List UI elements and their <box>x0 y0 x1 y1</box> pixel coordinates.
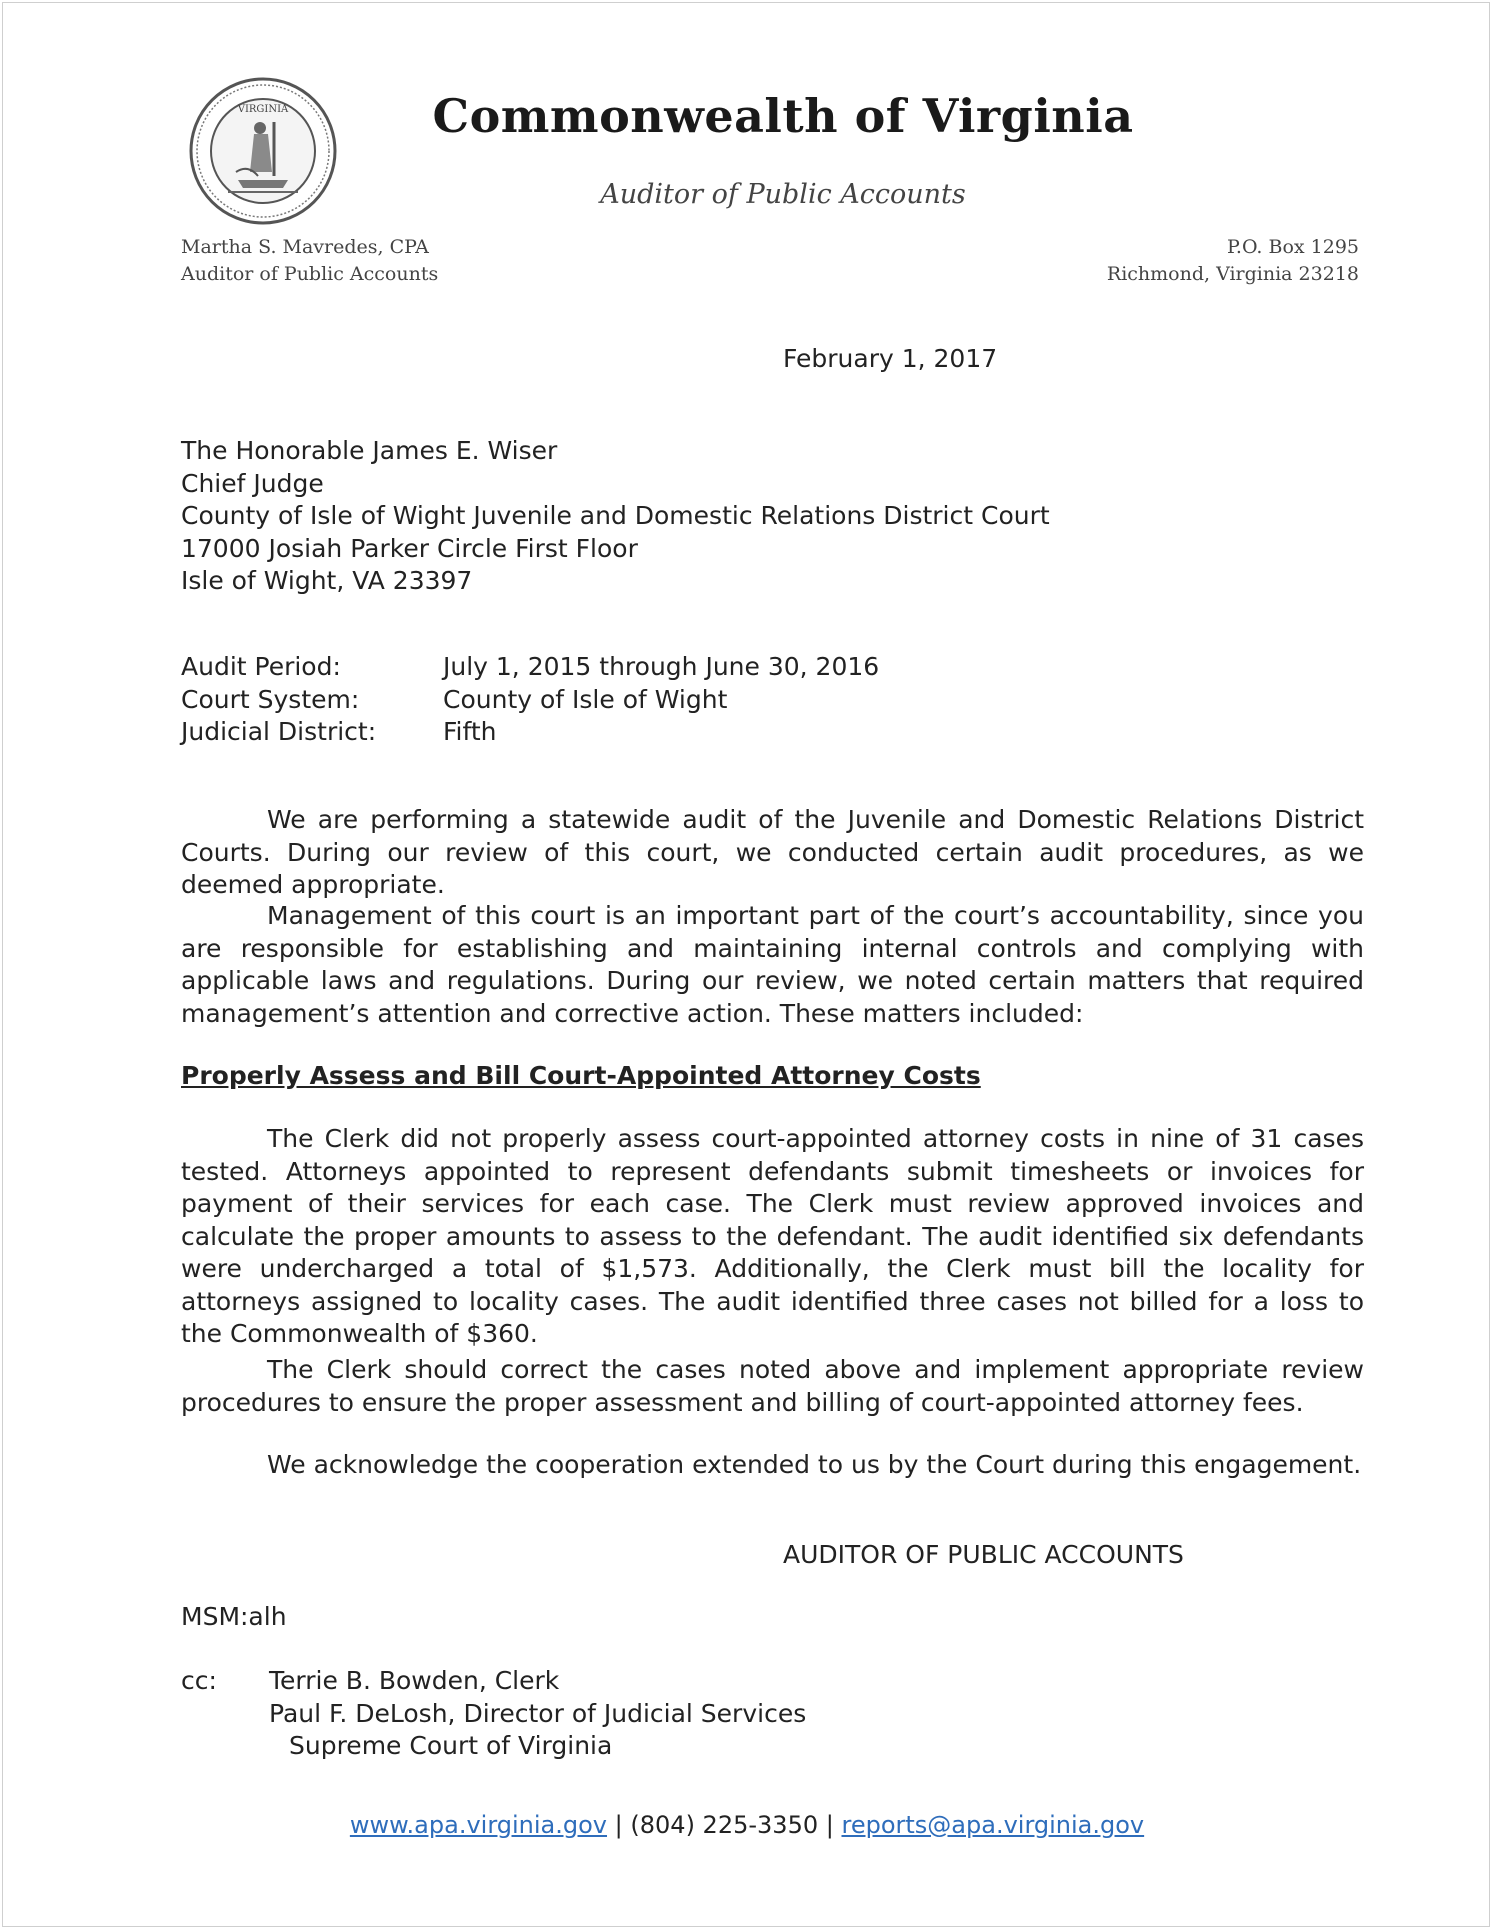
paragraph-recommendation: The Clerk should correct the cases noted above and implement appropriate review procedures to ensure the proper assessment and billing of court-appointed attorney fees. <box>181 1355 1364 1417</box>
cc-recipient: Paul F. DeLosh, Director of Judicial Services <box>269 1698 807 1728</box>
sender-name: Martha S. Mavredes, CPA <box>181 236 429 258</box>
recipient-line: Isle of Wight, VA 23397 <box>181 566 473 595</box>
cc-row <box>181 1698 806 1731</box>
audit-info-label: Judicial District: <box>181 717 377 746</box>
recipient-line: The Honorable James E. Wiser <box>181 436 558 465</box>
footer-separator: | <box>614 1811 623 1839</box>
virginia-seal-icon <box>188 76 338 226</box>
cc-row <box>181 1665 806 1698</box>
recipient-line: 17000 Josiah Parker Circle First Floor <box>181 533 638 563</box>
cc-label: cc: <box>181 1666 217 1695</box>
cc-recipient-sub: Supreme Court of Virginia <box>289 1731 613 1760</box>
paragraph-management: Management of this court is an important part of the court’s accountability, since you are responsible for establishing and maintaining internal controls and complying with applicable laws and regulations. During our review, we noted certain matters that required management’s attention and corrective action. These matters included: <box>181 901 1364 1028</box>
recipient-line: County of Isle of Wight Juvenile and Domestic Relations District Court <box>181 501 1050 530</box>
recipient-line: Chief Judge <box>181 468 324 498</box>
signature-line: AUDITOR OF PUBLIC ACCOUNTS <box>783 1540 1184 1569</box>
recipient-address <box>181 435 1364 598</box>
audit-info-label: Audit Period: <box>181 652 341 681</box>
phone-number: (804) 225-3350 <box>630 1811 819 1839</box>
initials: MSM:alh <box>181 1602 287 1631</box>
cc-recipient: Terrie B. Bowden, Clerk <box>269 1666 560 1695</box>
footer <box>3 1811 1491 1839</box>
audit-info-row <box>181 651 879 684</box>
audit-info-value: County of Isle of Wight <box>443 684 728 714</box>
paragraph-intro: We are performing a statewide audit of the Juvenile and Domestic Relations District Courts. During our review of this court, we conducted certain audit procedures, as we deemed appropriate. <box>181 805 1364 899</box>
cc-block <box>181 1665 806 1763</box>
po-box: P.O. Box 1295 <box>1226 236 1359 258</box>
audit-info-label: Court System: <box>181 684 360 714</box>
finding-heading: Properly Assess and Bill Court-Appointed Attorney Costs <box>181 1061 981 1090</box>
audit-info-value: July 1, 2015 through June 30, 2016 <box>443 652 880 681</box>
sender-block <box>181 234 438 288</box>
letterhead-title: Commonwealth of Virginia <box>432 89 1134 143</box>
paragraph-finding: The Clerk did not properly assess court-appointed attorney costs in nine of 31 cases tested. Attorneys appointed to represent defendants submit timesheets or invoices for payment of their services for each case. The Clerk must review approved invoices and calculate the proper amounts to assess to the defendant. The audit identified six defendants were undercharged a total of $1,573. Additionally, the Clerk must bill the locality for attorneys assigned to locality cases. The audit identified three cases not billed for a loss to the Commonwealth of $360. <box>181 1124 1364 1348</box>
paragraph-acknowledgement: We acknowledge the cooperation extended to us by the Court during this engagement. <box>267 1450 1362 1479</box>
footer-separator: | <box>825 1811 834 1839</box>
audit-info-row <box>181 716 879 749</box>
letter-date: February 1, 2017 <box>783 344 998 373</box>
letterhead-subtitle: Auditor of Public Accounts <box>600 179 966 210</box>
audit-info-row <box>181 684 879 717</box>
letter-page <box>2 2 1490 1927</box>
sender-title: Auditor of Public Accounts <box>181 263 439 285</box>
seal-label: VIRGINIA <box>237 104 289 115</box>
city-state-zip: Richmond, Virginia 23218 <box>1106 263 1359 285</box>
audit-info-value: Fifth <box>443 717 497 746</box>
audit-info <box>181 651 879 749</box>
website-link[interactable]: www.apa.virginia.gov <box>349 1811 608 1839</box>
email-link[interactable]: reports@apa.virginia.gov <box>841 1811 1145 1839</box>
mailing-address-block <box>1107 234 1359 288</box>
